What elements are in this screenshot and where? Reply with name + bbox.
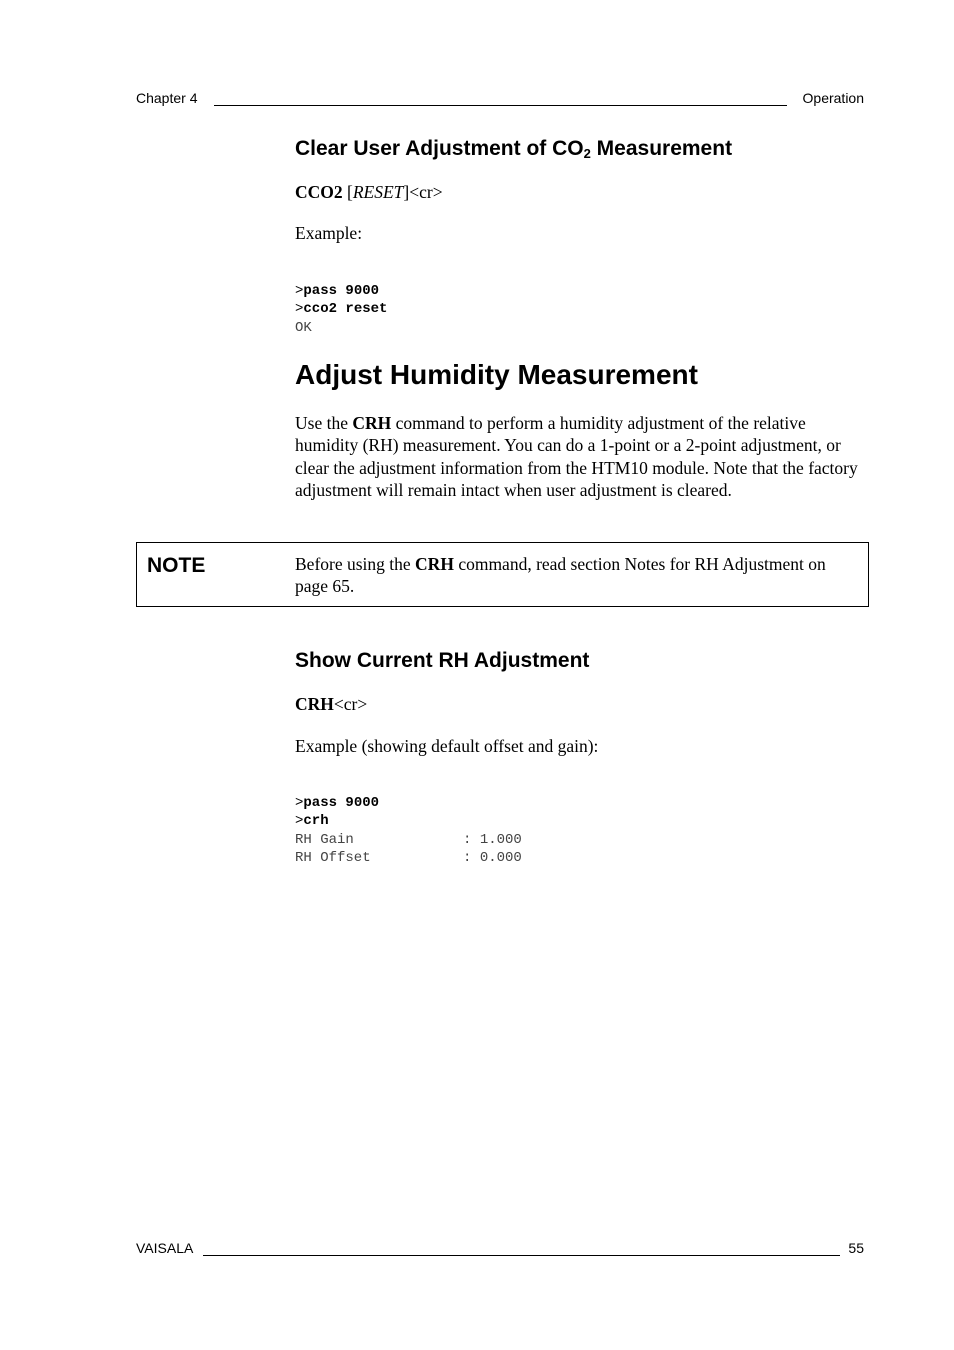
example-label: Example (showing default offset and gain): <box>295 736 599 756</box>
note-text: Before using the CRH command, read section Notes for RH Adjustment on page 65. <box>295 554 826 597</box>
brand-label: VAISALA <box>136 1240 194 1256</box>
note-label: NOTE <box>147 554 206 577</box>
command-syntax-cco2: CCO2 [RESET]<cr> <box>295 182 443 202</box>
footer-rule <box>203 1255 840 1256</box>
intro-paragraph: Use the CRH command to perform a humidity adjustment of the relative humidity (RH) measurement. You can do a 1-point or a 2-point adjustment, or clear the adjustment information from the HTM10 module. Note that the factory adjustment will remain intact when user adjustment is cleared. <box>295 413 858 500</box>
running-footer <box>136 1240 864 1260</box>
code-example-crh <box>295 775 865 886</box>
header-rule <box>214 105 787 106</box>
code-line: >cco2 reset <box>295 301 388 317</box>
code-output: RH Offset : 0.000 <box>295 850 522 866</box>
code-output: OK <box>295 319 312 336</box>
chapter-label: Chapter 4 <box>136 90 198 106</box>
code-example-cco2 <box>295 263 865 356</box>
command-name: CRH <box>295 694 334 714</box>
running-header <box>136 90 864 110</box>
code-output: RH Gain : 1.000 <box>295 831 522 848</box>
heading-adjust-humidity: Adjust Humidity Measurement <box>295 359 698 390</box>
code-line: >crh <box>295 813 329 829</box>
section-label: Operation <box>802 90 864 106</box>
page-number: 55 <box>848 1240 864 1256</box>
command-name: CCO2 <box>295 182 343 202</box>
command-syntax-crh: CRH<cr> <box>295 694 368 714</box>
note-box <box>136 542 869 607</box>
example-label: Example: <box>295 223 363 243</box>
code-line: >pass 9000 <box>295 282 380 299</box>
command-parameter: RESET <box>352 182 404 202</box>
heading-show-rh: Show Current RH Adjustment <box>295 649 590 672</box>
heading-clear-co2: Clear User Adjustment of $CO_2$ Measurement <box>295 137 733 161</box>
code-line: >pass 9000 <box>295 794 380 811</box>
